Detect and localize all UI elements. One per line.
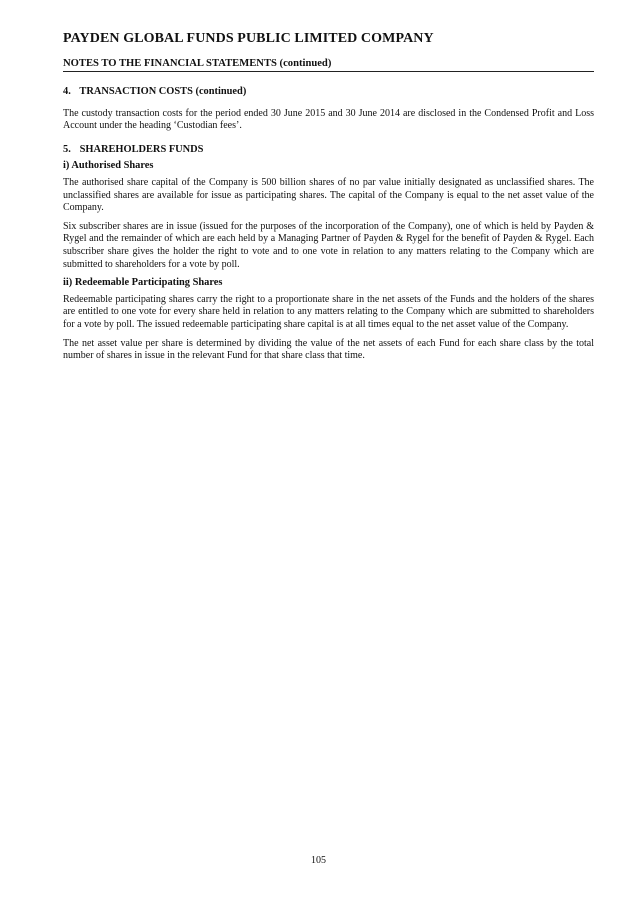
section-5-title: SHAREHOLDERS FUNDS [79, 143, 204, 155]
redeemable-shares-paragraph-2: The net asset value per share is determined by dividing the value of the net assets of each Fund for each share class by the total number of shares in issue in the relevant Fund for that share class that time. [63, 337, 594, 362]
authorised-shares-heading: i) Authorised Shares [63, 160, 154, 172]
section-4-number: 4. [63, 86, 71, 97]
section-4-heading [63, 86, 594, 99]
company-title: PAYDEN GLOBAL FUNDS PUBLIC LIMITED COMPANY [63, 31, 434, 46]
page-number: 105 [311, 855, 326, 866]
redeemable-shares-paragraph-1: Redeemable participating shares carry the right to a proportionate share in the net assets of the Funds and the holders of the shares are entitled to one vote for every share held in relation to any matters relating to the Company which are submitted to shareholders for a vote by poll. The issued redeemable participating share capital is at all times equal to the net asset value of the Company. [63, 293, 594, 330]
document-body [63, 86, 594, 369]
section-4-paragraph: The custody transaction costs for the period ended 30 June 2015 and 30 June 2014 are disclosed in the Condensed Profit and Loss Account under the heading ‘Custodian fees’. [63, 107, 594, 132]
section-4-title: TRANSACTION COSTS (continued) [79, 86, 247, 97]
section-5-heading [63, 144, 594, 157]
header-divider [63, 71, 594, 72]
notes-section-header: NOTES TO THE FINANCIAL STATEMENTS (continued) [63, 58, 332, 69]
authorised-shares-paragraph-1: The authorised share capital of the Company is 500 billion shares of no par value initially designated as unclassified shares. The unclassified shares are available for issue as participating shares. The capital of the Company is equal to the net asset value of the Company. [63, 176, 594, 214]
redeemable-shares-heading: ii) Redeemable Participating Shares [63, 277, 223, 289]
authorised-shares-paragraph-2: Six subscriber shares are in issue (issued for the purposes of the incorporation of the Company), one of which is held by Payden & Rygel and the remainder of which are each held by a Managing Partner of Payden & Rygel for the benefit of Payden & Rygel. Each subscriber share gives the holder the right to vote and to one vote in relation to any matters relating to the Company which are submitted to shareholders for a vote by poll. [63, 220, 594, 270]
section-5-number: 5. [63, 143, 71, 155]
